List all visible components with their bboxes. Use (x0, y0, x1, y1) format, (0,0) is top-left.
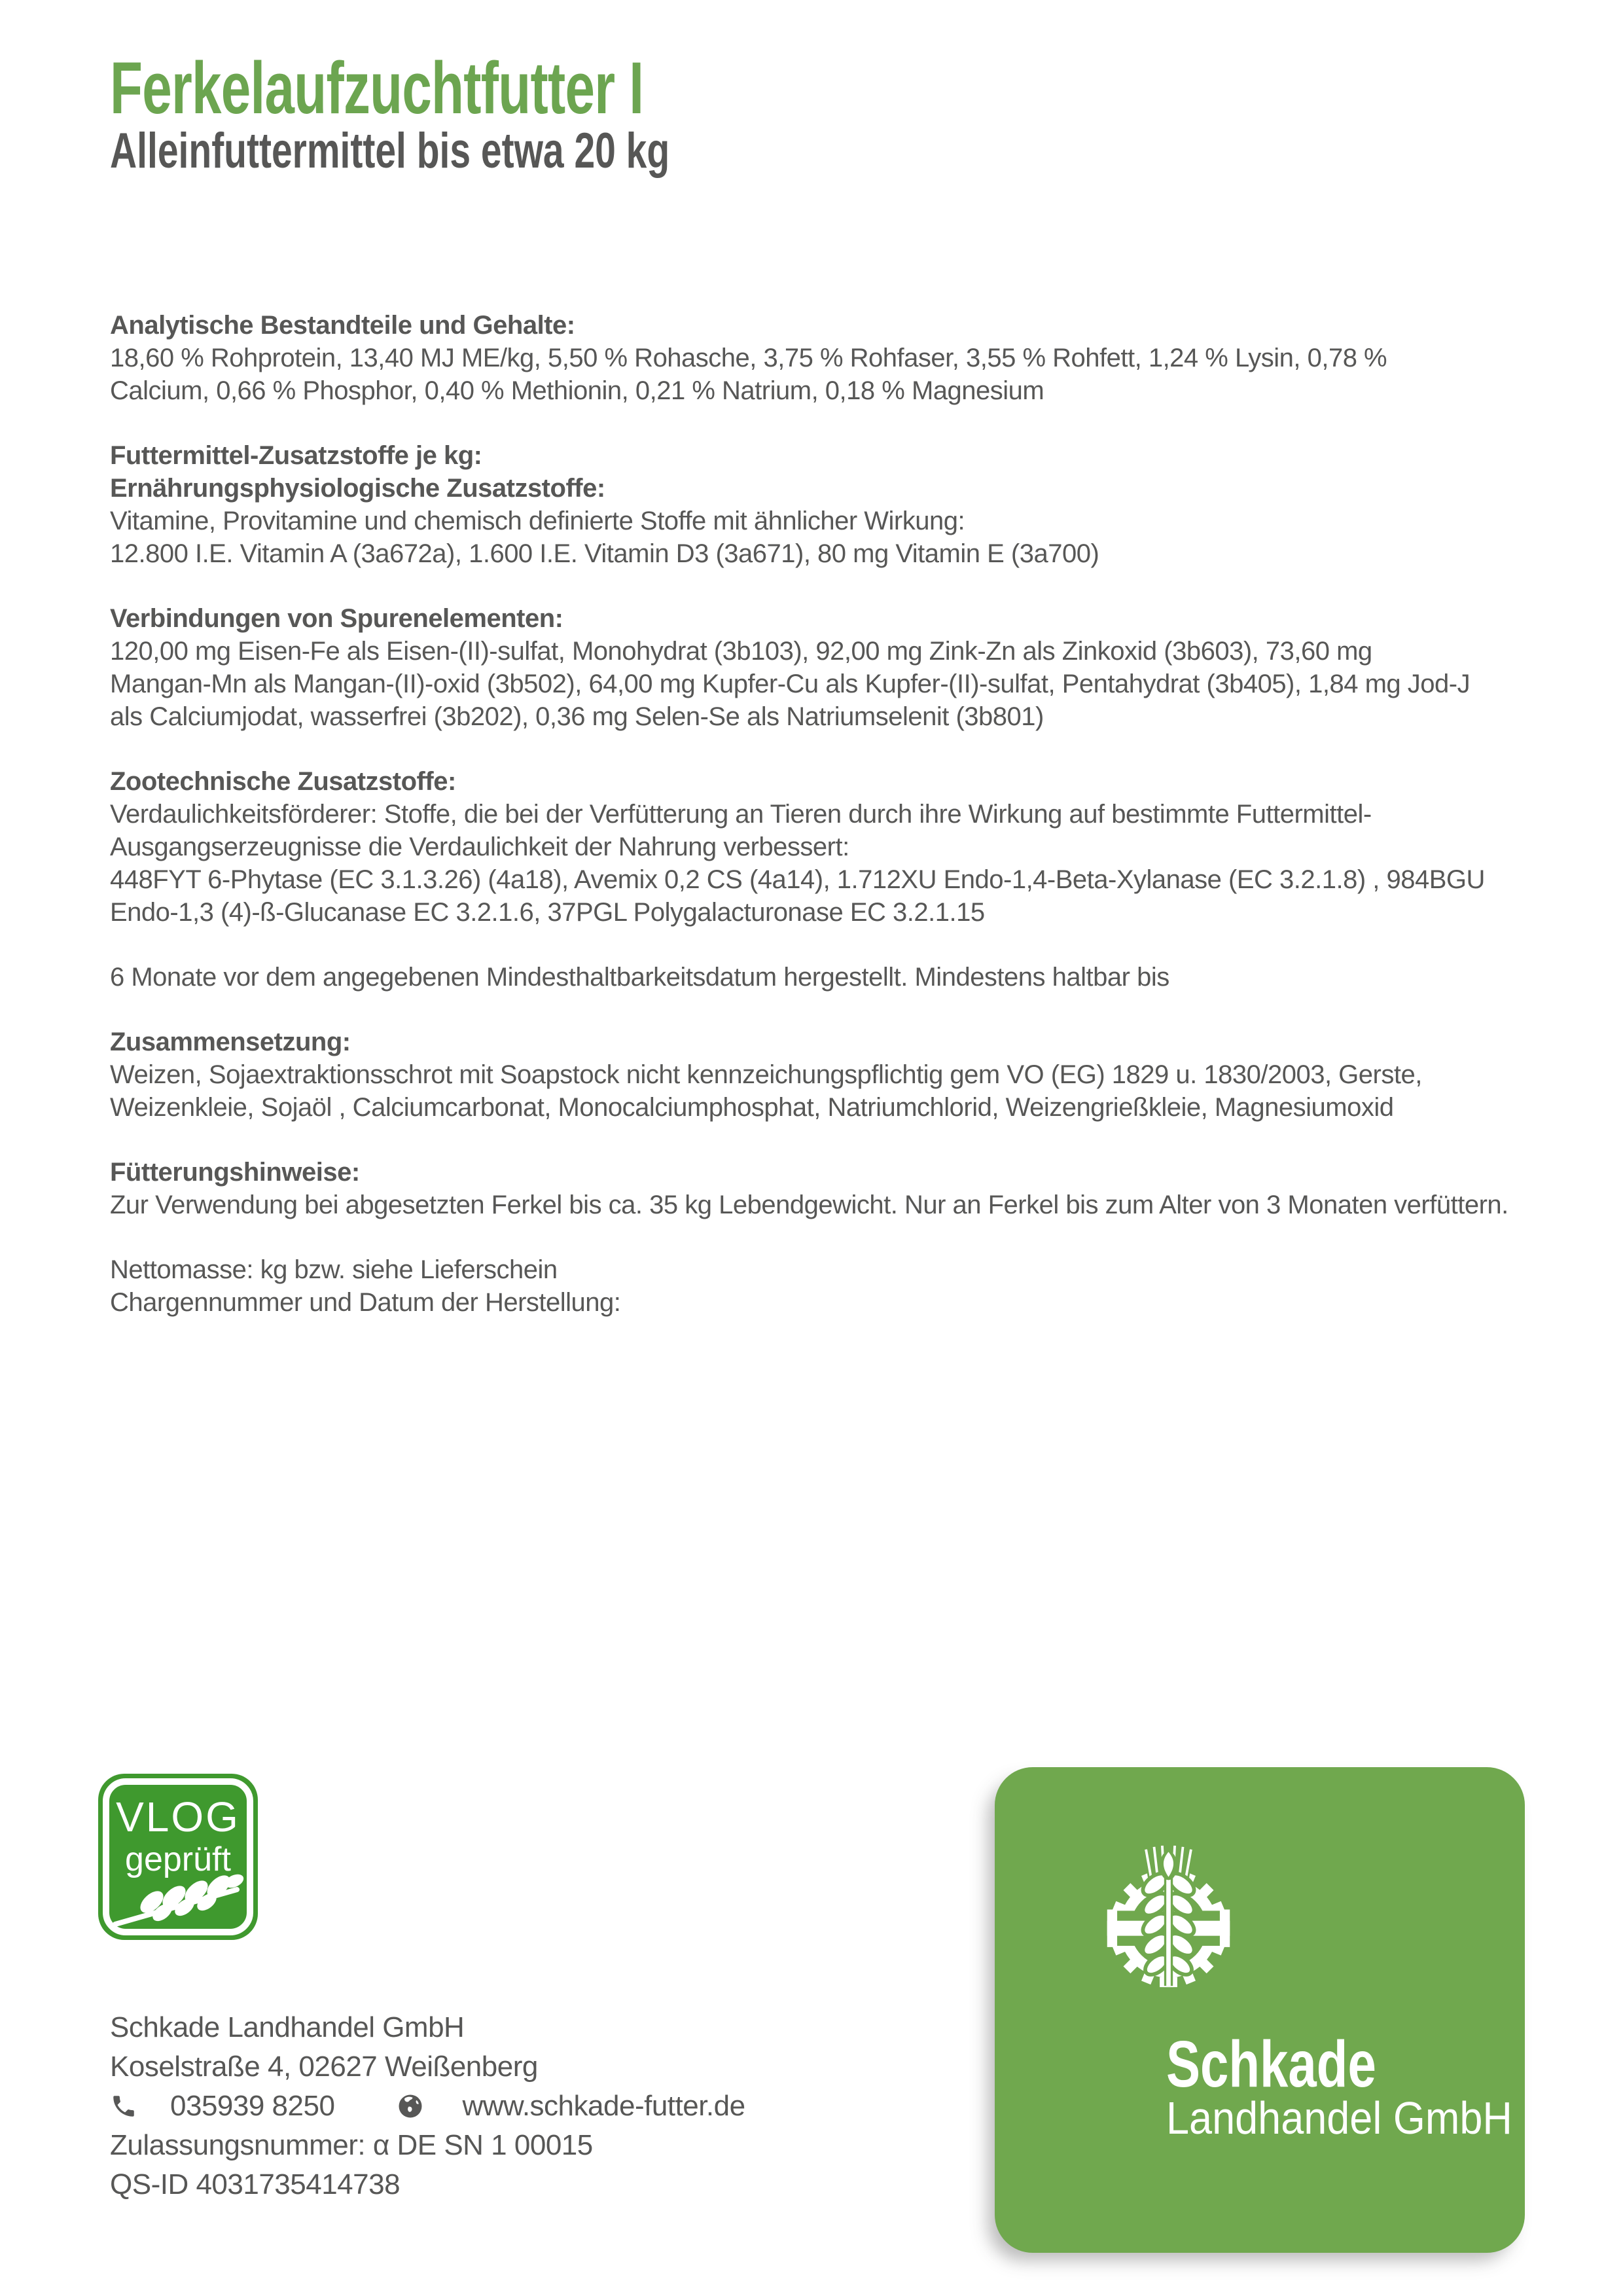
section-header: Futtermittel-Zusatzstoffe je kg: (110, 441, 482, 470)
label-body (110, 309, 1596, 1351)
text-line: 18,60 % Rohprotein, 13,40 MJ ME/kg, 5,50 % Rohasche, 3,75 % Rohfaser, 3,55 % Rohfett, 1,24 % Lysin, 0,78 % (110, 344, 1387, 372)
text-line: Mangan-Mn als Mangan-(II)-oxid (3b502), 64,00 mg Kupfer-Cu als Kupfer-(II)-sulfat, Pentahydrat (3b405), 1,84 mg Jod-J (110, 670, 1471, 698)
section-zusammensetzung (110, 1026, 1596, 1124)
text-line: als Calciumjodat, wasserfrei (3b202), 0,36 mg Selen-Se als Natriumselenit (3b801) (110, 702, 1044, 731)
section-header: Zootechnische Zusatzstoffe: (110, 767, 456, 796)
text-line: Nettomasse: kg bzw. siehe Lieferschein (110, 1255, 558, 1284)
approval-number: Zulassungsnummer: α DE SN 1 00015 (110, 2129, 593, 2161)
text-line: 448FYT 6-Phytase (EC 3.1.3.26) (4a18), Avemix 0,2 CS (4a14), 1.712XU Endo-1,4-Beta-Xylanase (EC 3.2.1.8) , 984BGU (110, 865, 1485, 894)
text-line: Weizen, Sojaextraktionsschrot mit Soapstock nicht kennzeichungspflichtig gem VO (EG) 1829 u. 1830/2003, Gerste, (110, 1060, 1422, 1089)
text-line: Verdaulichkeitsförderer: Stoffe, die bei der Verfütterung an Tieren durch ihre Wirkung auf bestimmte Futtermittel- (110, 800, 1372, 829)
section-header: Analytische Bestandteile und Gehalte: (110, 311, 575, 340)
wheat-gear-icon (1105, 1844, 1232, 1988)
text-line: Weizenkleie, Sojaöl , Calciumcarbonat, Monocalciumphosphat, Natriumchlorid, Weizengrießkleie, Magnesiumoxid (110, 1093, 1394, 1122)
contact-phone-web-row (110, 2087, 745, 2126)
section-header: Verbindungen von Spurenelementen: (110, 604, 563, 633)
section-spurenelemente (110, 602, 1596, 733)
section-analytische-bestandteile (110, 309, 1596, 407)
qs-id: QS-ID 4031735414738 (110, 2168, 401, 2200)
phone-number: 035939 8250 (170, 2090, 335, 2122)
text-line: Vitamine, Provitamine und chemisch definierte Stoffe mit ähnlicher Wirkung: (110, 507, 965, 535)
section-haltbarkeit (110, 961, 1596, 994)
section-zootechnische-zusatzstoffe (110, 765, 1596, 929)
page-title: Ferkelaufzuchtfutter I (110, 47, 644, 129)
section-nettomasse-charge (110, 1253, 1596, 1319)
contact-address: Koselstraße 4, 02627 Weißenberg (110, 2051, 538, 2083)
brand-name: Schkade (1166, 2028, 1376, 2101)
text-line: Chargennummer und Datum der Herstellung: (110, 1288, 621, 1317)
text-line: Zur Verwendung bei abgesetzten Ferkel bis ca. 35 kg Lebendgewicht. Nur an Ferkel bis zum Alter von 3 Monaten verfüttern. (110, 1191, 1508, 1219)
brand-card (995, 1767, 1525, 2253)
phone-icon (110, 2092, 137, 2120)
text-line: 120,00 mg Eisen-Fe als Eisen-(II)-sulfat, Monohydrat (3b103), 92,00 mg Zink-Zn als Zinkoxid (3b603), 73,60 mg (110, 637, 1372, 666)
contact-block (110, 2008, 745, 2204)
text-line: Calcium, 0,66 % Phosphor, 0,40 % Methionin, 0,21 % Natrium, 0,18 % Magnesium (110, 376, 1044, 405)
vlog-badge-graphic (98, 1774, 258, 1940)
globe-icon (397, 2092, 424, 2120)
text-line: 6 Monate vor dem angegebenen Mindesthaltbarkeitsdatum hergestellt. Mindestens haltbar bis (110, 963, 1169, 992)
brand-subtitle: Landhandel GmbH (1166, 2092, 1512, 2144)
contact-company: Schkade Landhandel GmbH (110, 2011, 465, 2043)
section-fuetterungshinweise (110, 1156, 1596, 1221)
text-line: 12.800 I.E. Vitamin A (3a672a), 1.600 I.E. Vitamin D3 (3a671), 80 mg Vitamin E (3a700) (110, 539, 1099, 568)
geprueft-text: geprüft (125, 1840, 231, 1878)
section-header: Ernährungsphysiologische Zusatzstoffe: (110, 474, 605, 503)
section-header: Fütterungshinweise: (110, 1158, 360, 1187)
section-futtermittel-zusatzstoffe (110, 439, 1596, 570)
website-url: www.schkade-futter.de (462, 2090, 745, 2122)
vlog-geprueft-badge (98, 1774, 258, 1940)
text-line: Endo-1,3 (4)-ß-Glucanase EC 3.2.1.6, 37PGL Polygalacturonase EC 3.2.1.15 (110, 898, 985, 927)
page-subtitle: Alleinfuttermittel bis etwa 20 kg (110, 123, 670, 179)
section-header: Zusammensetzung: (110, 1028, 351, 1056)
text-line: Ausgangserzeugnisse die Verdaulichkeit der Nahrung verbessert: (110, 833, 849, 861)
vlog-text: VLOG (116, 1793, 240, 1840)
